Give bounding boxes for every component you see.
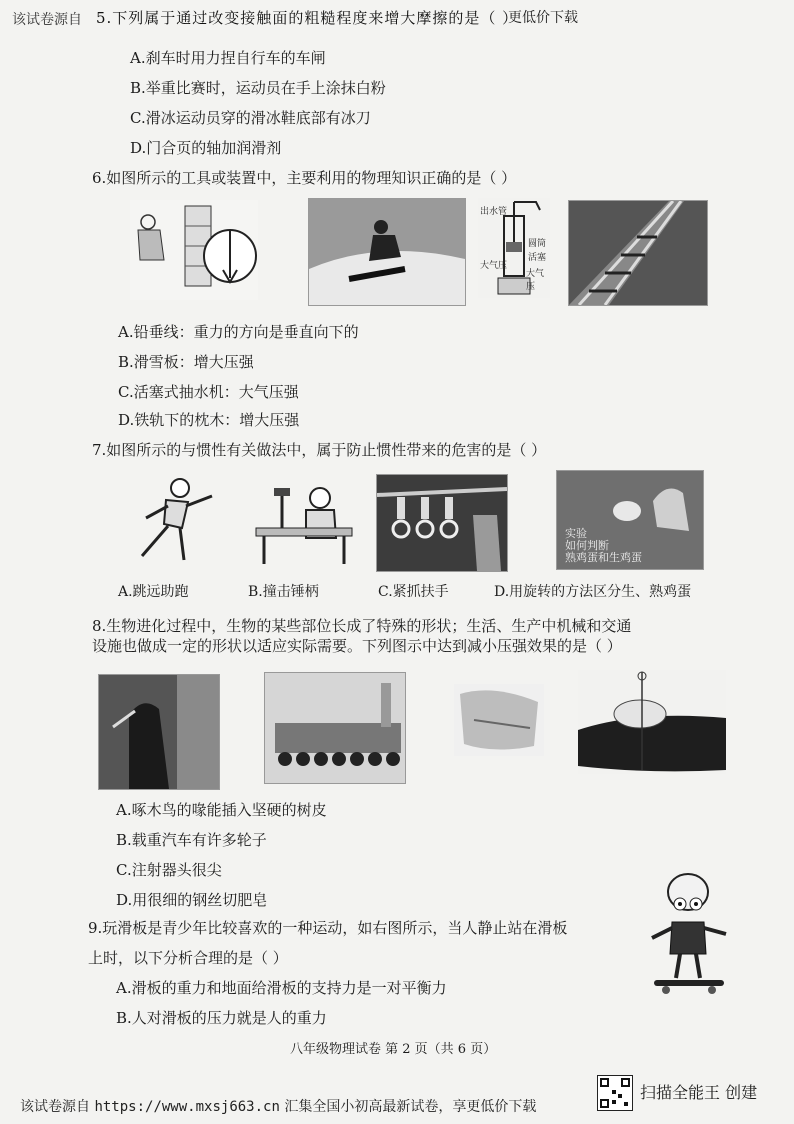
q7-figure-handrail bbox=[376, 474, 508, 572]
footer-ad bbox=[20, 1097, 536, 1117]
watermark-source-label: 该试卷源自 bbox=[12, 12, 82, 28]
q6-option-c: C.活塞式抽水机：大气压强 bbox=[118, 383, 299, 401]
q7-caption-d: D.用旋转的方法区分生、熟鸡蛋 bbox=[494, 584, 692, 600]
q8-figure-soap-wire bbox=[578, 670, 726, 774]
pump-label-cylinder: 圆筒 bbox=[528, 239, 547, 249]
q7-figure-running bbox=[122, 472, 218, 570]
pump-label-pressure-right: 大气压 bbox=[526, 269, 545, 292]
q5-option-c: C.滑冰运动员穿的滑冰鞋底部有冰刀 bbox=[130, 109, 371, 127]
pump-label-pressure-left: 大气压 bbox=[480, 261, 508, 271]
egg-caption-line3: 熟鸡蛋和生鸡蛋 bbox=[565, 551, 642, 564]
bus-handrail-illustration bbox=[377, 475, 507, 571]
q6-figure-plumb-line bbox=[130, 200, 258, 300]
watermark-tail: 更低价下载 bbox=[508, 10, 578, 26]
egg-caption-line1: 实验 bbox=[565, 527, 587, 540]
footer-ad-url[interactable]: https://www.mxsj663.cn bbox=[94, 1099, 280, 1115]
snowboarder-illustration bbox=[309, 199, 465, 305]
plumb-line-illustration bbox=[130, 200, 258, 300]
q7-caption-b: B.撞击锤柄 bbox=[248, 584, 319, 600]
q7-caption-c: C.紧抓扶手 bbox=[378, 584, 449, 600]
heavy-truck-illustration bbox=[265, 673, 405, 783]
q7-stem: 7.如图所示的与惯性有关做法中，属于防止惯性带来的危害的是（ ） bbox=[92, 441, 547, 459]
woodpecker-illustration bbox=[99, 675, 219, 789]
pump-label-piston: 活塞 bbox=[528, 253, 547, 263]
q8-figure-truck bbox=[264, 672, 406, 784]
q5-option-a: A.刹车时用力捏自行车的车闸 bbox=[130, 49, 326, 67]
q6-option-b: B.滑雪板：增大压强 bbox=[118, 353, 254, 371]
q8-option-b: B.载重汽车有许多轮子 bbox=[116, 831, 267, 849]
q5-option-d: D.门合页的轴加润滑剂 bbox=[130, 139, 282, 157]
pump-label-outlet: 出水管 bbox=[480, 207, 508, 217]
q6-option-d: D.铁轨下的枕木：增大压强 bbox=[118, 411, 300, 429]
q6-figure-railway bbox=[568, 200, 708, 306]
soap-cutting-illustration bbox=[578, 670, 726, 774]
q8-figure-syringe bbox=[454, 684, 544, 756]
railway-tracks-illustration bbox=[569, 201, 707, 305]
q7-figure-hammer bbox=[252, 472, 354, 570]
page-number: 八年级物理试卷 第 2 页（共 6 页） bbox=[290, 1042, 497, 1057]
q8-option-c: C.注射器头很尖 bbox=[116, 861, 222, 879]
q8-option-a: A.啄木鸟的喙能插入坚硬的树皮 bbox=[116, 801, 327, 819]
runner-illustration bbox=[122, 472, 218, 570]
q9-stem-line2: 上时，以下分析合理的是（ ） bbox=[88, 949, 288, 967]
hammer-bench-illustration bbox=[252, 472, 354, 570]
q8-figure-woodpecker bbox=[98, 674, 220, 790]
q9-stem-line1: 9.玩滑板是青少年比较喜欢的一种运动，如右图所示，当人静止站在滑板 bbox=[88, 919, 568, 937]
skateboarder-illustration bbox=[646, 870, 732, 998]
q5-option-b: B.举重比赛时，运动员在手上涂抹白粉 bbox=[130, 79, 386, 97]
q6-figure-snowboard bbox=[308, 198, 466, 306]
q8-option-d: D.用很细的钢丝切肥皂 bbox=[116, 891, 268, 909]
q9-option-a: A.滑板的重力和地面给滑板的支持力是一对平衡力 bbox=[116, 979, 447, 997]
syringe-illustration bbox=[454, 684, 544, 756]
q6-stem: 6.如图所示的工具或装置中，主要利用的物理知识正确的是（ ） bbox=[92, 169, 517, 187]
qr-pattern bbox=[598, 1076, 632, 1110]
q9-figure-skateboarder bbox=[646, 870, 732, 998]
footer-ad-suffix: 汇集全国小初高最新试卷，享更低价下载 bbox=[284, 1099, 537, 1115]
q7-caption-a: A.跳远助跑 bbox=[118, 584, 189, 600]
footer-ad-prefix: 该试卷源自 bbox=[20, 1099, 90, 1115]
q7-figure-egg bbox=[556, 470, 704, 570]
q5-stem: 5.下列属于通过改变接触面的粗糙程度来增大摩擦的是（ ） bbox=[96, 9, 519, 27]
q6-figure-pump bbox=[478, 198, 550, 298]
egg-caption-line2: 如何判断 bbox=[565, 539, 609, 552]
qr-code-icon bbox=[597, 1075, 633, 1111]
q8-stem-line2: 设施也做成一定的形状以适应实际需要。下列图示中达到减小压强效果的是（ ） bbox=[92, 637, 622, 655]
q8-stem-line1: 8.生物进化过程中，生物的某些部位长成了特殊的形状；生活、生产中机械和交通 bbox=[92, 617, 632, 635]
q6-option-a: A.铅垂线：重力的方向是垂直向下的 bbox=[118, 323, 359, 341]
scanner-label: 扫描全能王 创建 bbox=[640, 1083, 758, 1102]
q9-option-b: B.人对滑板的压力就是人的重力 bbox=[116, 1009, 327, 1027]
